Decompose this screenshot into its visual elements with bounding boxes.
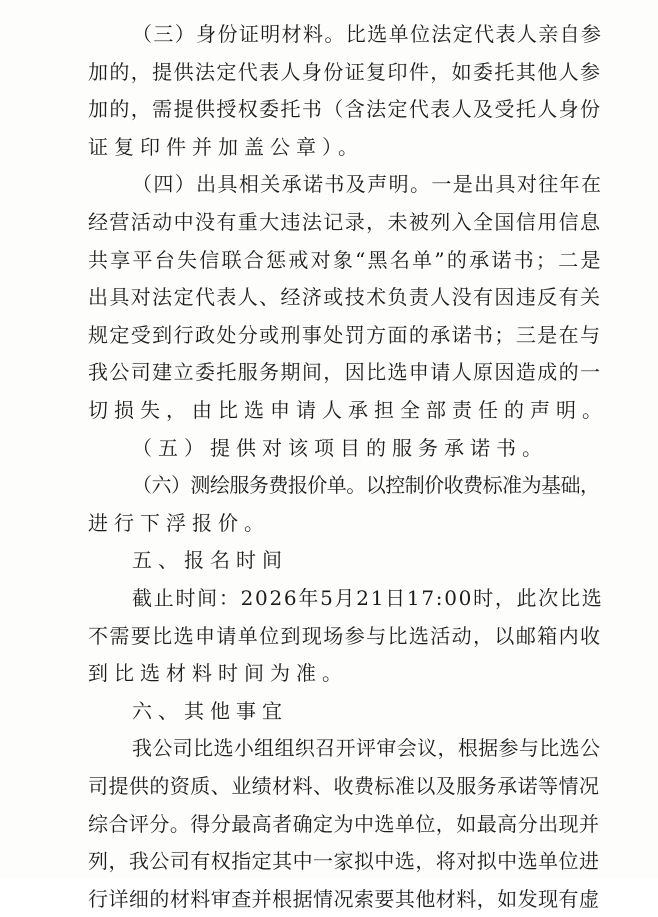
- paragraph-line: 共享平台失信联合惩戒对象“黑名单”的承诺书；二是: [88, 247, 603, 272]
- paragraph-line: 进行下浮报价。: [88, 510, 270, 535]
- paragraph-line: （四）出具相关承诺书及声明。一是出具对往年在: [132, 172, 603, 197]
- paragraph-line: 列，我公司有权指定其中一家拟中选，将对拟中选单位进: [88, 849, 600, 874]
- section-heading: 六、其他事宜: [132, 698, 288, 723]
- paragraph-line: 到比选材料时间为准。: [88, 661, 348, 686]
- paragraph-line: 我公司比选小组组织召开评审会议，根据参与比选公: [132, 736, 601, 761]
- paragraph-line: （五）提供对该项目的服务承诺书。: [132, 435, 548, 460]
- paragraph-line: 加的，提供法定代表人身份证复印件，如委托其他人参: [88, 59, 602, 84]
- paragraph-line: 截止时间：2026年5月21日17:00时，此次比选: [132, 586, 604, 610]
- section-heading: 五、报名时间: [132, 548, 288, 573]
- paragraph-line: 出具对法定代表人、经济或技术负责人没有因违反有关: [88, 285, 602, 310]
- paragraph-line: 不需要比选申请单位到现场参与比选活动，以邮箱内收: [88, 623, 602, 648]
- paragraph-line: （三）身份证明材料。比选单位法定代表人亲自参: [132, 22, 603, 46]
- paragraph-line: 综合评分。得分最高者确定为中选单位，如最高分出现并: [88, 811, 600, 836]
- paragraph-line: 加的，需提供授权委托书（含法定代表人及受托人身份: [88, 97, 602, 122]
- paragraph-line: 切损失，由比选申请人承担全部责任的声明。: [88, 398, 608, 422]
- paragraph-line: 经营活动中没有重大违法记录，未被列入全国信用信息: [88, 210, 602, 234]
- paragraph-line: 行详细的材料审查并根据情况索要其他材料，如发现有虚: [88, 886, 600, 911]
- paragraph-line: 司提供的资质、业绩材料、收费标准以及服务承诺等情况: [88, 774, 600, 798]
- paragraph-line: 规定受到行政处分或刑事处罚方面的承诺书；三是在与: [88, 322, 602, 347]
- paragraph-line: 我公司建立委托服务期间，因比选申请人原因造成的一: [88, 360, 602, 385]
- paragraph-line: 证复印件并加盖公章）。: [88, 134, 364, 159]
- paragraph-line: （六）测绘服务费报价单。以控制价收费标准为基础，: [132, 473, 600, 498]
